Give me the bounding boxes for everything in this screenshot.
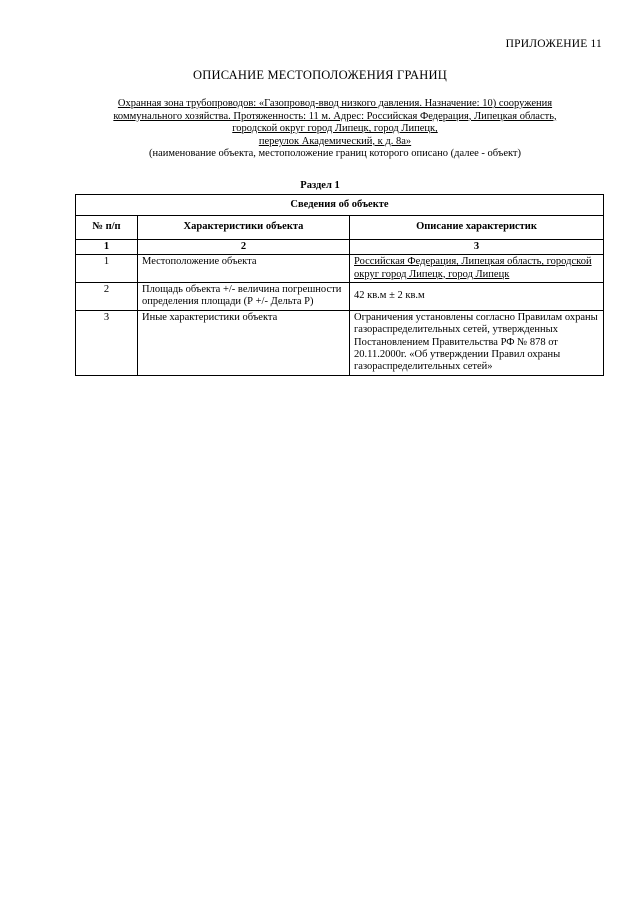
table-row bbox=[76, 283, 604, 311]
row-characteristic: Местоположение объекта bbox=[138, 255, 350, 283]
header-num: № п/п bbox=[76, 216, 138, 239]
row-description: Российская Федерация, Липецкая область, городской округ город Липецк, город Липецк bbox=[350, 255, 604, 283]
row-num: 1 bbox=[76, 255, 138, 283]
object-line-2: коммунального хозяйства. Протяженность: 11 м. Адрес: Российская Федерация, Липецкая область, bbox=[113, 110, 557, 122]
object-description bbox=[70, 98, 600, 161]
row-characteristic: Площадь объекта +/- величина погрешности определения площади (Р +/- Дельта Р) bbox=[138, 283, 350, 311]
col-number-1: 1 bbox=[76, 239, 138, 254]
document-title: ОПИСАНИЕ МЕСТОПОЛОЖЕНИЯ ГРАНИЦ bbox=[193, 68, 447, 82]
row-description: Ограничения установлены согласно Правилам охраны газораспределительных сетей, утвержденных Постановлением Правительства РФ № 878 от 20.11.2000г. «Об утверждении Правил охраны газораспределительных сетей» bbox=[350, 310, 604, 375]
table-caption-row bbox=[76, 195, 604, 216]
object-line-1: Охранная зона трубопроводов: «Газопровод-ввод низкого давления. Назначение: 10) сооружения bbox=[117, 98, 553, 109]
table-row bbox=[76, 255, 604, 283]
header-description: Описание характеристик bbox=[350, 216, 604, 239]
appendix-label: ПРИЛОЖЕНИЕ 11 bbox=[505, 38, 602, 50]
row-num: 2 bbox=[76, 283, 138, 311]
col-number-2: 2 bbox=[138, 239, 350, 254]
section-title: Раздел 1 bbox=[300, 180, 340, 191]
object-line-4: переулок Академический, к д. 8а» bbox=[258, 135, 412, 147]
row-num: 3 bbox=[76, 310, 138, 375]
header-characteristic: Характеристики объекта bbox=[138, 216, 350, 239]
object-caption: (наименование объекта, местоположение границ которого описано (далее - объект) bbox=[148, 148, 522, 160]
row-characteristic: Иные характеристики объекта bbox=[138, 310, 350, 375]
object-info-table bbox=[75, 194, 604, 376]
col-number-3: 3 bbox=[350, 239, 604, 254]
object-line-3: городской округ город Липецк, город Липецк, bbox=[232, 123, 438, 135]
table-row bbox=[76, 310, 604, 375]
row-description: 42 кв.м ± 2 кв.м bbox=[350, 283, 604, 311]
table-header-row bbox=[76, 216, 604, 239]
table-caption: Сведения об объекте bbox=[76, 195, 604, 216]
column-number-row bbox=[76, 239, 604, 254]
